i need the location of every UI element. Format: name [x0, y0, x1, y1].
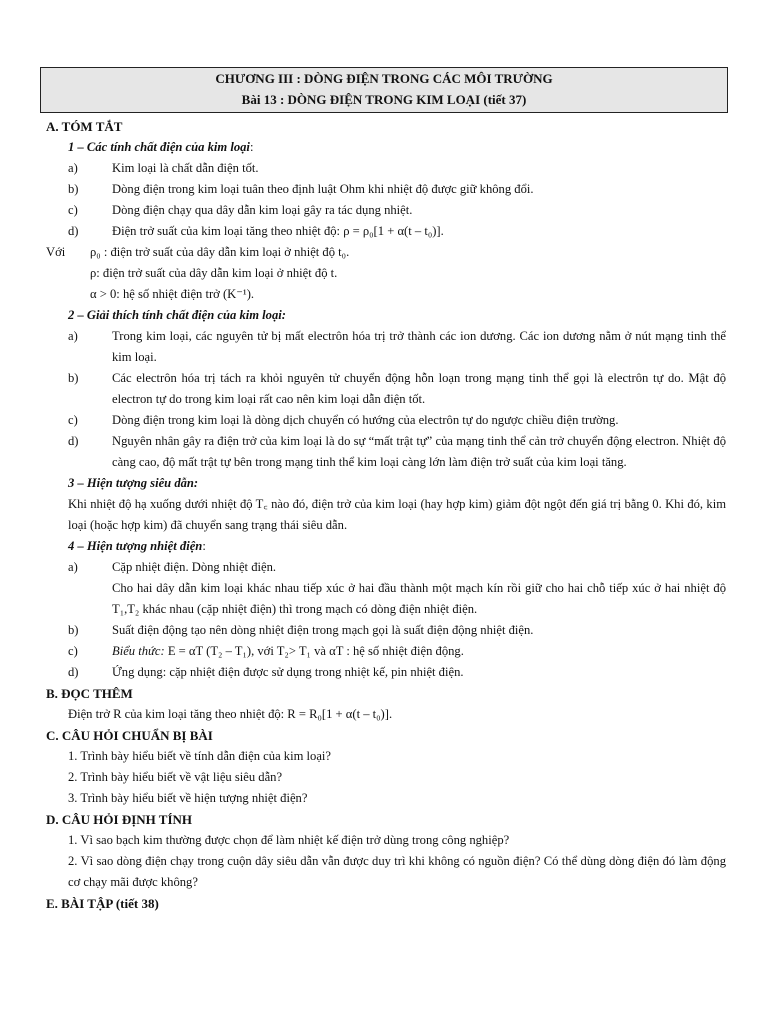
part1-item-b: b) Dòng điện trong kim loại tuân theo định luật Ohm khi nhiệt độ được giữ không đổi. [68, 182, 534, 196]
section-c-question: 2. Trình bày hiểu biết về vật liệu siêu dẫn? [68, 770, 283, 784]
section-a-title: A. TÓM TẮT [46, 119, 123, 134]
part1-title: 1 – Các tính chất điện của kim loại: [68, 140, 254, 154]
part2-item-d: d) Nguyên nhân gây ra điện trở của kim loại là do sự “mất trật tự” của mạng tinh thể cản trở chuyển động electron. Nhiệt độ càng cao, độ mất trật tự bên trong mạng tinh thể kim loại càng lớn làm điện trở suất của kim loại tăng. [68, 434, 726, 469]
part2-item-c: c) Dòng điện trong kim loại là dòng dịch chuyển có hướng của electrôn tự do ngược chiều điện trường. [68, 413, 619, 427]
chapter-title: CHƯƠNG III : DÒNG ĐIỆN TRONG CÁC MÔI TRƯỜNG [215, 71, 553, 86]
part4-item-a: a) Cặp nhiệt điện. Dòng nhiệt điện. [68, 560, 277, 574]
section-d-question: 2. Vì sao dòng điện chạy trong cuộn dây siêu dẫn vẫn được duy trì khi không có nguồn điện? Có thể dùng dòng điện đó làm động cơ chạy mãi được không? [68, 854, 726, 889]
part2-item-a: a) Trong kim loại, các nguyên tử bị mất electrôn hóa trị trở thành các ion dương. Các ion dương nằm ở nút mạng tinh thể kim loại. [68, 329, 726, 364]
part4-item-c: c) Biểu thức: E = αT (T₂ – T₁), với T₂> T₁ và αT : hệ số nhiệt điện động. [68, 644, 464, 658]
part4-item-a-cont: Cho hai dây dẫn kim loại khác nhau tiếp xúc ở hai đầu thành một mạch kín rồi giữ cho hai chỗ tiếp xúc ở hai nhiệt độ T₁,T₂ khác nhau (cặp nhiệt điện) thì trong mạch có dòng điện nhiệt điện. [112, 581, 726, 616]
lesson-title: Bài 13 : DÒNG ĐIỆN TRONG KIM LOẠI (tiết 37) [241, 92, 527, 107]
section-b-title: B. ĐỌC THÊM [46, 686, 133, 701]
part2-title: 2 – Giải thích tính chất điện của kim loại: [68, 308, 286, 322]
section-c-title: C. CÂU HỎI CHUẨN BỊ BÀI [46, 728, 213, 743]
document-body [46, 116, 726, 914]
part2-item-b: b) Các electrôn hóa trị tách ra khỏi nguyên tử chuyển động hỗn loạn trong mạng tinh thể gọi là electrôn tự do. Mật độ electron tự do trong kim loại rất cao nên kim loại dẫn điện tốt. [68, 371, 726, 406]
chapter-header [40, 67, 728, 113]
section-c-question: 3. Trình bày hiểu biết về hiện tượng nhiệt điện? [68, 791, 308, 805]
section-b-text: Điện trở R của kim loại tăng theo nhiệt độ: R = R₀[1 + α(t – t₀)]. [68, 707, 393, 721]
section-c-question: 1. Trình bày hiểu biết về tính dẫn điện của kim loại? [68, 749, 332, 763]
part3-text: Khi nhiệt độ hạ xuống dưới nhiệt độ T꜀ nào đó, điện trở của kim loại (hay hợp kim) giảm đột ngột đến giá trị bằng 0. Khi đó, kim loại (hoặc hợp kim) đã chuyển sang trạng thái siêu dẫn. [68, 497, 726, 532]
thermoelectric-formula: E = αT (T₂ – T₁), với T₂> T₁ và αT : hệ số nhiệt điện động. [167, 644, 464, 658]
section-d-question: 1. Vì sao bạch kim thường được chọn để làm nhiệt kế điện trở dùng trong công nghiệp? [68, 833, 510, 847]
definition-rho0: Với ρ₀ : điện trở suất của dây dẫn kim loại ở nhiệt độ t₀. [46, 245, 350, 259]
section-e-title: E. BÀI TẬP (tiết 38) [46, 896, 159, 911]
part4-item-d: d) Ứng dụng: cặp nhiệt điện được sử dụng trong nhiệt kế, pin nhiệt điện. [68, 665, 464, 679]
section-d-title: D. CÂU HỎI ĐỊNH TÍNH [46, 812, 193, 827]
definition-rho: ρ: điện trở suất của dây dẫn kim loại ở nhiệt độ t. [90, 266, 338, 280]
part3-title: 3 – Hiện tượng siêu dẫn: [68, 476, 199, 490]
part1-item-c: c) Dòng điện chạy qua dây dẫn kim loại gây ra tác dụng nhiệt. [68, 203, 413, 217]
part1-item-a: a) Kim loại là chất dẫn điện tốt. [68, 161, 259, 175]
part4-title: 4 – Hiện tượng nhiệt điện: [68, 539, 206, 553]
part4-item-b: b) Suất điện động tạo nên dòng nhiệt điện trong mạch gọi là suất điện động nhiệt điện. [68, 623, 534, 637]
part1-item-d: d) Điện trở suất của kim loại tăng theo nhiệt độ: ρ = ρ₀[1 + α(t – t₀)]. [68, 224, 444, 238]
definition-alpha: α > 0: hệ số nhiệt điện trở (K⁻¹). [90, 287, 255, 301]
